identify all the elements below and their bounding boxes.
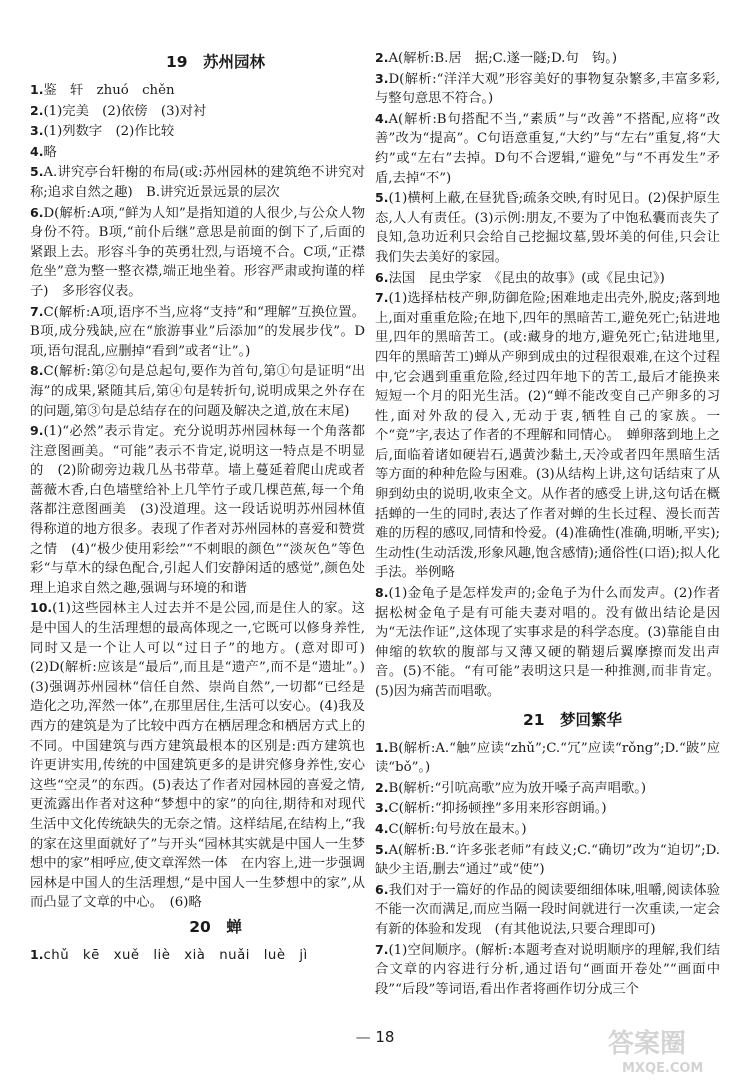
answer-number: 2. <box>375 779 389 795</box>
answer-number: 3. <box>30 123 44 139</box>
section-items-19 <box>30 80 379 913</box>
answer-number: 5. <box>375 190 389 206</box>
answer-number: 5. <box>30 164 44 180</box>
answer-text: (1)空间顺序。(解析:本题考查对说明顺序的理解,我们结合文章的内容进行分析,通过语句“画面开卷处”“画面中段”“后段”等词语,看出作者将画作切分成三个 <box>375 942 720 997</box>
answer-item <box>375 880 720 940</box>
answer-item <box>375 738 720 778</box>
answer-item <box>375 109 720 188</box>
answer-number: 3. <box>375 800 389 816</box>
answer-item <box>375 778 720 799</box>
answer-number: 10. <box>30 600 53 616</box>
section-items-20-continued <box>375 48 720 702</box>
answer-item <box>375 268 720 289</box>
watermark-logo <box>600 1022 740 1078</box>
answer-item <box>30 361 365 421</box>
left-column <box>30 48 379 966</box>
answer-text: C(解析:句号放在最末。) <box>388 821 527 837</box>
answer-text: (1)列数字 (2)作比较 <box>43 124 175 140</box>
answer-text: 我们对于一篇好的作品的阅读要细细体味,咀嚼,阅读体验不能一次而满足,而应当隔一段时间就进行一次重读,一定会有新的体验和发现 (有其他说法,只要合理即可) <box>375 882 720 937</box>
answer-number: 9. <box>30 423 44 439</box>
answer-text: (1)横柯上蔽,在昼犹昏;疏条交映,有时见日。(2)保护原生态,人人有责任。(3)示例:朋友,不要为了中饱私囊而丧失了良知,急功近利只会给自己挖掘坟墓,毁坏美的何佳,只会让我们失去美好的家园。 <box>375 191 720 265</box>
answer-number: 2. <box>375 50 389 65</box>
answer-item <box>30 421 365 598</box>
answer-number: 7. <box>375 941 389 957</box>
answer-number: 3. <box>375 70 389 86</box>
answer-number: 7. <box>30 303 44 319</box>
answer-item <box>30 598 379 913</box>
answer-number: 8. <box>30 363 44 379</box>
section-title-19: 19 苏州园林 <box>165 53 266 71</box>
watermark-url: MXQE.COM <box>622 1061 704 1076</box>
watermark-text: 答案圈 <box>608 1029 687 1059</box>
answer-text: chǔ kē xuě liè xià nuǎi luè jì <box>43 947 308 963</box>
answer-text: D(解析:A项,“鲜为人知”是指知道的人很少,与公众人物身份不符。B项,“前仆后继”意思是前面的倒下了,后面的紧跟上去。形容斗争的英勇壮烈,与语境不合。C项,“正襟危坐”意为整一整衣襟,端正地坐着。形容严肃或拘谨的样子) 多形容仪表。 <box>30 205 365 299</box>
answer-text: (1)完美 (2)依傍 (3)对衬 <box>43 103 207 119</box>
answer-number: 4. <box>375 110 389 126</box>
answer-number: 4. <box>30 143 44 159</box>
answer-text: B(解析:A.“触”应读“zhǔ”;C.“冗”应读“rǒng”;D.“跛”应读“bǒ”。) <box>375 740 720 776</box>
answer-text: (1)选择枯枝产卵,防御危险;困难地走出壳外,脱皮;落到地上,面对重重危险;在地下,四年的黑暗苦工,避免死亡;钻进地里,四年的黑暗苦工。(或:藏身的地方,避免死亡;钻进地里,四年的黑暗苦工)蝉从产卵到成虫的过程很艰难,在这个过程中,它会遇到重重危险,经过四年地下的苦工,最后才能换来短短一个月的阳光生活。(2)“蝉不能改变自己产卵多的习性,面对外敌的侵入,无动于衷,牺牲自己的家族。一个“竟”字,表达了作者的不理解和同情心。 蝉卵落到地上之后,面临着诸如硬岩石,遇黄沙黏土,天冷或者四年黑暗生活等方面的种种危险与困难。(3)从结构上讲,这句话结束了从卵到幼虫的说明,收束全文。从作者的感受上讲,这句话在概括蝉的一生的同时,表达了作者对蝉的生长过程、漫长而苦难的历程的感叹,同情和怜爱。(4)准确性(准确,明晰,平实);生动性(生动活泼,形象风趣,饱含感情);通俗性(口语);拟人化手法。举例略 <box>375 291 720 581</box>
answer-number: 8. <box>375 585 389 601</box>
section-items-21 <box>375 738 720 1000</box>
answer-item <box>30 162 365 202</box>
section-title-21: 21 梦回繁华 <box>522 710 623 729</box>
answer-text: 法国 昆虫学家 《昆虫的故事》(或《昆虫记》) <box>388 270 665 286</box>
answer-item <box>30 142 365 163</box>
answer-text: 鉴 轩 zhuó chěn <box>43 83 175 98</box>
section-items-20-start <box>30 945 365 966</box>
answer-number: 7. <box>375 290 389 306</box>
answer-text: (1)“必然”表示肯定。充分说明苏州园林每一个角落都注意图画美。“可能”表示不肯定,说明这一特点是不明显的 (2)阶砌旁边栽几丛书带草。墙上蔓延着爬山虎或者蔷薇木香,白色墙壁给补上几竿竹子或几棵芭蕉,每一个角落都注意图画美 (3)没道理。这一段话说明苏州园林值得称道的地方很多。表现了作者对苏州园林的喜爱和赞赏之情 (4)“极少使用彩绘”“不刺眼的颜色”“淡灰色”等色彩“与草木的绿色配合,引起人们安静闲适的感觉”,颜色处理上追求自然之趣,强调与环境的和谐 <box>30 424 365 596</box>
answer-item <box>375 798 720 819</box>
answer-number: 6. <box>375 269 389 285</box>
answer-number: 1. <box>375 739 389 755</box>
section-title-20: 20 蝉 <box>189 917 242 936</box>
answer-item <box>375 940 720 1000</box>
answer-item <box>30 121 365 142</box>
answer-text: C(解析:“抑扬顿挫”多用来形容朗诵。) <box>388 801 607 817</box>
answer-text: (1)这些园林主人过去并不是公园,而是住人的家。这是中国人的生活理想的最高体现之一,它既可以修身养性,同时又是一个让人可以“过日子”的地方。(意对即可) (2)D(解析:应该是“最后”,而且是“遗产”,而不是“遗址”。) (3)强调苏州园林“信任自然、崇尚自然”,一切都“已经是造化之功,浑然一体”,在那里居住,生活可以安心。(4)我及西方的建筑是为了比较中西方在栖居理念和栖居方式上的不同。中国建筑与西方建筑最根本的区别是:西方建筑也许更讲实用,传统的中国建筑更多的是讲究修身养性,安心这些“空灵”的东西。(5)表达了作者对园林园的喜爱之情,更流露出作者对这种“梦想中的家”的向往,期待和对现代生活中文化传统缺失的无奈之情。这样结尾,在结构上,“我的家在这里面就好了”与开头“园林其实就是中国人一生梦想中的家”相呼应,使文章浑然一体 在内容上,进一步强调园林是中国人的生活理想,“是中国人一生梦想中的家”,从而凸显了文章的中心。 (6)略 <box>30 601 379 911</box>
answer-item <box>30 302 365 362</box>
answer-text: C(解析:A项,语序不当,应将“支持”和“理解”互换位置。B项,成分残缺,应在“旅游事业”后添加“的发展步伐”。D项,语句混乱,应删掉“看到”或者“让”。) <box>30 304 365 359</box>
answer-item <box>375 288 720 583</box>
answer-number: 1. <box>30 946 44 962</box>
answer-item <box>30 101 365 122</box>
answer-text: A.讲究亭台轩榭的布局(或:苏州园林的建筑绝不讲究对称;追求自然之趣) B.讲究近景远景的层次 <box>30 165 365 200</box>
answer-text: D(解析:“洋洋大观”形容美好的事物复杂繁多,丰富多彩,与整句意思不符合。) <box>375 71 720 107</box>
right-column <box>375 48 720 999</box>
answer-item <box>30 80 365 101</box>
answer-item <box>375 188 720 267</box>
answer-text: (1)金龟子是怎样发声的;金龟子为什么而发声。(2)作者据松树金龟子是有可能夫妻对唱的。没有做出结论是因为“无法作证”,这体现了实事求是的科学态度。(3)靠能自由伸缩的软软的腹部与又薄又硬的鞘翅后翼摩擦而发出声音。(5)不能。“有可能”表明这只是一种推测,而非肯定。(5)因为痛苦而唱歌。 <box>375 586 720 699</box>
answer-text: A(解析:B.“许多张老师”有歧义;C.“确切”改为“迫切”;D.缺少主语,删去“通过”或“使”) <box>375 842 720 878</box>
answer-text: B(解析:“引吭高歌”应为放开嗓子高声唱歌。) <box>388 780 647 796</box>
answer-item <box>30 203 365 302</box>
answer-text: 略 <box>43 144 57 160</box>
answer-number: 2. <box>30 102 44 118</box>
answer-item <box>375 48 720 69</box>
answer-number: 6. <box>30 204 44 220</box>
answer-item <box>30 945 365 966</box>
answer-number: 5. <box>375 841 389 857</box>
answer-item <box>375 819 720 840</box>
answer-number: 6. <box>375 881 389 897</box>
page-number: — 18 <box>0 1028 750 1046</box>
answer-text: A(解析:B.居 据;C.遂一隧;D.句 钩。) <box>388 51 618 66</box>
answer-text: C(解析:第②句是总起句,要作为首句,第①句是证明“出海”的成果,紧随其后,第④句是转折句,说明成果之外存在的问题,第③句是总结存在的问题及解决之道,放在末尾) <box>30 364 365 419</box>
answer-item <box>375 583 720 702</box>
answer-number: 4. <box>375 820 389 836</box>
answer-text: A(解析:B句搭配不当,“素质”与“改善”不搭配,应将“改善”改为“提高”。C句语意重复,“大约”与“左右”重复,将“大约”或“左右”去掉。D句不合逻辑,“避免”与“不再发生”矛盾,去掉“不”) <box>375 111 720 186</box>
answer-item <box>375 69 720 109</box>
answer-number: 1. <box>30 82 44 97</box>
answer-item <box>375 840 720 880</box>
